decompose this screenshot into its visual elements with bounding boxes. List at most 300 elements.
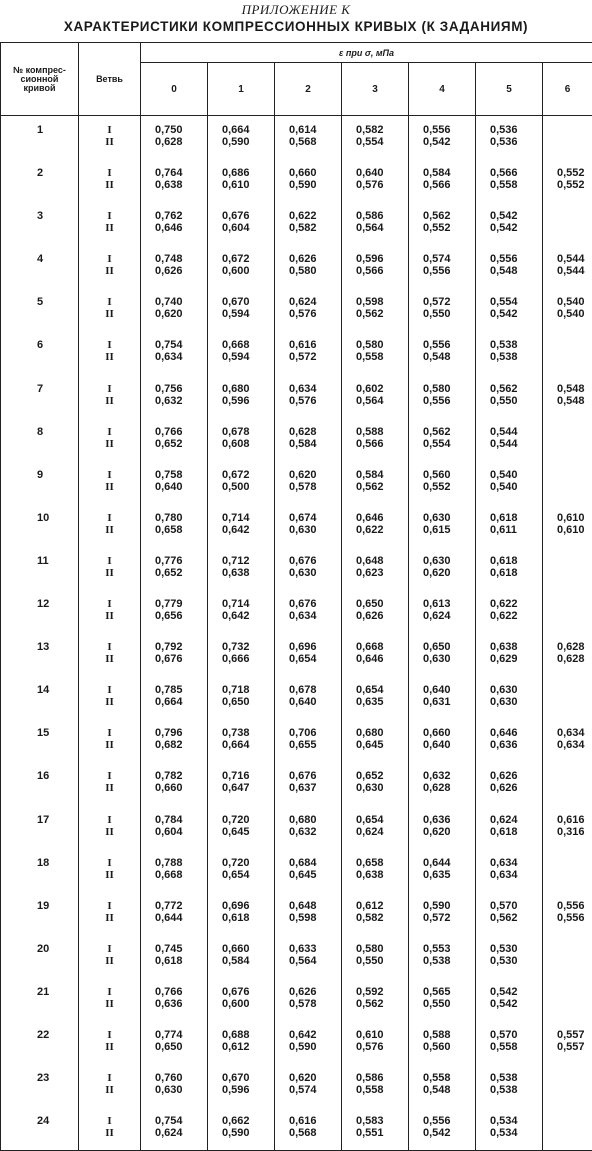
header-sigma-value: 1 [208, 63, 275, 116]
void-ratio-value: 0,586 [356, 210, 408, 222]
value-cell [543, 978, 592, 1021]
void-ratio-value: 0,554 [490, 296, 542, 308]
void-ratio-value [557, 567, 592, 579]
void-ratio-value: 0,682 [155, 739, 207, 751]
value-cell [275, 978, 342, 1021]
value-cell [208, 375, 275, 418]
document-title: ХАРАКТЕРИСТИКИ КОМПРЕССИОННЫХ КРИВЫХ (К ЗАДАНИЯМ) [0, 19, 592, 34]
void-ratio-value: 0,630 [155, 1084, 207, 1096]
branch-label: II [79, 912, 140, 924]
value-cell [208, 633, 275, 676]
branch-cell [79, 1021, 141, 1064]
void-ratio-value: 0,542 [490, 998, 542, 1010]
void-ratio-value: 0,566 [490, 167, 542, 179]
void-ratio-value: 0,562 [356, 998, 408, 1010]
void-ratio-value: 0,583 [356, 1115, 408, 1127]
void-ratio-value: 0,536 [490, 124, 542, 136]
void-ratio-value: 0,760 [155, 1072, 207, 1084]
value-cell [342, 719, 409, 762]
void-ratio-value: 0,640 [289, 696, 341, 708]
void-ratio-value [557, 684, 592, 696]
curve-number: 22 [37, 1029, 78, 1041]
void-ratio-value: 0,638 [356, 869, 408, 881]
value-cell [543, 762, 592, 805]
void-ratio-value: 0,630 [490, 684, 542, 696]
branch-label: II [79, 265, 140, 277]
value-cell [342, 806, 409, 849]
branch-label: I [79, 512, 140, 524]
value-cell [409, 806, 476, 849]
void-ratio-value: 0,622 [490, 598, 542, 610]
branch-label: I [79, 857, 140, 869]
void-ratio-value: 0,718 [222, 684, 274, 696]
void-ratio-value: 0,556 [557, 912, 592, 924]
void-ratio-value: 0,536 [490, 136, 542, 148]
value-cell [342, 590, 409, 633]
void-ratio-value [557, 998, 592, 1010]
value-cell [476, 978, 543, 1021]
void-ratio-value: 0,540 [557, 308, 592, 320]
void-ratio-value: 0,612 [356, 900, 408, 912]
void-ratio-value: 0,584 [222, 955, 274, 967]
void-ratio-value: 0,551 [356, 1127, 408, 1139]
branch-label: I [79, 814, 140, 826]
branch-label: II [79, 308, 140, 320]
void-ratio-value: 0,562 [490, 383, 542, 395]
value-cell [476, 1064, 543, 1107]
value-cell [275, 1107, 342, 1151]
void-ratio-value: 0,534 [490, 1115, 542, 1127]
void-ratio-value: 0,554 [356, 136, 408, 148]
void-ratio-value: 0,748 [155, 253, 207, 265]
header-sigma-value: 3 [342, 63, 409, 116]
void-ratio-value: 0,548 [423, 1084, 475, 1096]
void-ratio-value: 0,664 [222, 124, 274, 136]
void-ratio-value: 0,648 [289, 900, 341, 912]
void-ratio-value: 0,562 [356, 481, 408, 493]
value-cell [543, 892, 592, 935]
void-ratio-value: 0,576 [356, 1041, 408, 1053]
void-ratio-value: 0,616 [289, 339, 341, 351]
void-ratio-value: 0,634 [289, 610, 341, 622]
void-ratio-value: 0,645 [289, 869, 341, 881]
void-ratio-value: 0,542 [490, 986, 542, 998]
void-ratio-value: 0,558 [490, 1041, 542, 1053]
void-ratio-value: 0,564 [289, 955, 341, 967]
value-cell [208, 547, 275, 590]
branch-cell [79, 288, 141, 331]
curve-number: 20 [37, 943, 78, 955]
void-ratio-value: 0,676 [289, 770, 341, 782]
value-cell [476, 504, 543, 547]
value-cell [141, 762, 208, 805]
value-cell [543, 719, 592, 762]
void-ratio-value: 0,650 [356, 598, 408, 610]
branch-cell [79, 762, 141, 805]
void-ratio-value: 0,592 [356, 986, 408, 998]
branch-cell [79, 547, 141, 590]
branch-label: II [79, 395, 140, 407]
branch-label: II [79, 1084, 140, 1096]
curve-number: 21 [37, 986, 78, 998]
void-ratio-value [557, 857, 592, 869]
branch-cell [79, 935, 141, 978]
void-ratio-value: 0,652 [155, 567, 207, 579]
value-cell [141, 202, 208, 245]
header-sigma-value: 0 [141, 63, 208, 116]
void-ratio-value: 0,632 [423, 770, 475, 782]
void-ratio-value: 0,556 [490, 253, 542, 265]
branch-label: I [79, 296, 140, 308]
void-ratio-value: 0,596 [222, 1084, 274, 1096]
value-cell [141, 806, 208, 849]
curve-number-cell [1, 935, 79, 978]
void-ratio-value: 0,646 [356, 512, 408, 524]
value-cell [342, 1064, 409, 1107]
void-ratio-value: 0,654 [356, 814, 408, 826]
curve-number: 16 [37, 770, 78, 782]
void-ratio-value: 0,660 [222, 943, 274, 955]
void-ratio-value: 0,696 [289, 641, 341, 653]
void-ratio-value: 0,754 [155, 1115, 207, 1127]
value-cell [409, 504, 476, 547]
void-ratio-value: 0,638 [490, 641, 542, 653]
value-cell [342, 375, 409, 418]
value-cell [543, 418, 592, 461]
value-cell [543, 116, 592, 160]
void-ratio-value: 0,594 [222, 308, 274, 320]
value-cell [476, 935, 543, 978]
void-ratio-value: 0,732 [222, 641, 274, 653]
value-cell [141, 331, 208, 374]
void-ratio-value: 0,745 [155, 943, 207, 955]
value-cell [409, 461, 476, 504]
branch-cell [79, 1107, 141, 1151]
void-ratio-value: 0,764 [155, 167, 207, 179]
header-sigma-value: 5 [476, 63, 543, 116]
table-row [1, 331, 592, 374]
void-ratio-value: 0,544 [557, 253, 592, 265]
void-ratio-value [557, 469, 592, 481]
void-ratio-value: 0,558 [490, 179, 542, 191]
branch-label: I [79, 1029, 140, 1041]
value-cell [208, 590, 275, 633]
curve-number: 10 [37, 512, 78, 524]
branch-label: II [79, 524, 140, 536]
value-cell [275, 762, 342, 805]
value-cell [275, 202, 342, 245]
branch-cell [79, 202, 141, 245]
void-ratio-value: 0,588 [423, 1029, 475, 1041]
value-cell [141, 849, 208, 892]
void-ratio-value: 0,584 [423, 167, 475, 179]
void-ratio-value: 0,598 [356, 296, 408, 308]
table-row [1, 116, 592, 160]
branch-label: II [79, 826, 140, 838]
void-ratio-value: 0,596 [356, 253, 408, 265]
curve-number: 8 [37, 426, 78, 438]
header-curve-number-line: кривой [1, 84, 78, 93]
branch-cell [79, 331, 141, 374]
void-ratio-value: 0,647 [222, 782, 274, 794]
table-row [1, 547, 592, 590]
void-ratio-value: 0,638 [155, 179, 207, 191]
value-cell [275, 1064, 342, 1107]
value-cell [476, 892, 543, 935]
void-ratio-value: 0,626 [490, 770, 542, 782]
compression-curves-table [0, 42, 592, 1151]
void-ratio-value [557, 696, 592, 708]
value-cell [409, 1021, 476, 1064]
table-row [1, 159, 592, 202]
void-ratio-value: 0,562 [490, 912, 542, 924]
void-ratio-value: 0,758 [155, 469, 207, 481]
curve-number-cell [1, 418, 79, 461]
void-ratio-value: 0,740 [155, 296, 207, 308]
void-ratio-value: 0,544 [490, 438, 542, 450]
curve-number: 12 [37, 598, 78, 610]
void-ratio-value: 0,624 [155, 1127, 207, 1139]
value-cell [476, 1107, 543, 1151]
void-ratio-value: 0,624 [289, 296, 341, 308]
void-ratio-value: 0,668 [356, 641, 408, 653]
value-cell [543, 633, 592, 676]
value-cell [342, 1021, 409, 1064]
void-ratio-value: 0,652 [155, 438, 207, 450]
void-ratio-value: 0,660 [423, 727, 475, 739]
void-ratio-value [557, 943, 592, 955]
branch-label: II [79, 481, 140, 493]
void-ratio-value: 0,672 [222, 469, 274, 481]
branch-label: I [79, 253, 140, 265]
void-ratio-value [557, 1115, 592, 1127]
value-cell [543, 331, 592, 374]
value-cell [141, 375, 208, 418]
table-row [1, 461, 592, 504]
value-cell [208, 1064, 275, 1107]
branch-label: II [79, 179, 140, 191]
void-ratio-value: 0,550 [490, 395, 542, 407]
void-ratio-value: 0,785 [155, 684, 207, 696]
void-ratio-value: 0,600 [222, 998, 274, 1010]
value-cell [275, 633, 342, 676]
value-cell [342, 935, 409, 978]
void-ratio-value [557, 782, 592, 794]
value-cell [409, 116, 476, 160]
value-cell [476, 676, 543, 719]
value-cell [275, 935, 342, 978]
void-ratio-value: 0,634 [289, 383, 341, 395]
void-ratio-value: 0,624 [490, 814, 542, 826]
void-ratio-value: 0,629 [490, 653, 542, 665]
branch-label: I [79, 469, 140, 481]
value-cell [141, 590, 208, 633]
value-cell [543, 1064, 592, 1107]
void-ratio-value: 0,590 [289, 179, 341, 191]
branch-label: I [79, 727, 140, 739]
void-ratio-value: 0,738 [222, 727, 274, 739]
value-cell [275, 590, 342, 633]
curve-number: 18 [37, 857, 78, 869]
curve-number: 9 [37, 469, 78, 481]
void-ratio-value: 0,602 [356, 383, 408, 395]
void-ratio-value [557, 869, 592, 881]
value-cell [543, 547, 592, 590]
curve-number: 24 [37, 1115, 78, 1127]
value-cell [342, 978, 409, 1021]
branch-label: II [79, 739, 140, 751]
curve-number-cell [1, 547, 79, 590]
value-cell [409, 418, 476, 461]
value-cell [208, 418, 275, 461]
appendix-label: ПРИЛОЖЕНИЕ К [0, 2, 592, 18]
void-ratio-value: 0,610 [557, 524, 592, 536]
header-sigma-value: 4 [409, 63, 476, 116]
void-ratio-value: 0,570 [490, 1029, 542, 1041]
void-ratio-value: 0,616 [557, 814, 592, 826]
void-ratio-value: 0,558 [423, 1072, 475, 1084]
value-cell [476, 288, 543, 331]
void-ratio-value [557, 555, 592, 567]
void-ratio-value: 0,611 [490, 524, 542, 536]
void-ratio-value: 0,796 [155, 727, 207, 739]
void-ratio-value: 0,645 [222, 826, 274, 838]
void-ratio-value: 0,626 [356, 610, 408, 622]
void-ratio-value: 0,696 [222, 900, 274, 912]
void-ratio-value: 0,766 [155, 426, 207, 438]
value-cell [141, 116, 208, 160]
void-ratio-value: 0,548 [490, 265, 542, 277]
void-ratio-value: 0,572 [423, 912, 475, 924]
void-ratio-value: 0,660 [155, 782, 207, 794]
void-ratio-value: 0,608 [222, 438, 274, 450]
void-ratio-value: 0,638 [222, 567, 274, 579]
value-cell [342, 633, 409, 676]
void-ratio-value: 0,580 [289, 265, 341, 277]
branch-label: I [79, 943, 140, 955]
value-cell [208, 719, 275, 762]
value-cell [476, 116, 543, 160]
value-cell [409, 245, 476, 288]
curve-number-cell [1, 806, 79, 849]
value-cell [275, 676, 342, 719]
void-ratio-value: 0,622 [356, 524, 408, 536]
branch-label: I [79, 986, 140, 998]
void-ratio-value: 0,572 [289, 351, 341, 363]
value-cell [409, 935, 476, 978]
table-body [1, 116, 592, 1151]
header-curve-number-line: сионной [1, 75, 78, 84]
value-cell [141, 935, 208, 978]
void-ratio-value: 0,500 [222, 481, 274, 493]
void-ratio-value: 0,586 [356, 1072, 408, 1084]
void-ratio-value: 0,656 [155, 610, 207, 622]
void-ratio-value: 0,750 [155, 124, 207, 136]
value-cell [208, 892, 275, 935]
void-ratio-value: 0,623 [356, 567, 408, 579]
void-ratio-value: 0,634 [557, 739, 592, 751]
void-ratio-value [557, 955, 592, 967]
curve-number-cell [1, 331, 79, 374]
void-ratio-value [557, 1084, 592, 1096]
void-ratio-value: 0,544 [557, 265, 592, 277]
void-ratio-value: 0,550 [423, 998, 475, 1010]
value-cell [409, 590, 476, 633]
value-cell [409, 633, 476, 676]
branch-label: II [79, 782, 140, 794]
void-ratio-value: 0,556 [423, 124, 475, 136]
void-ratio-value: 0,578 [289, 998, 341, 1010]
branch-cell [79, 245, 141, 288]
void-ratio-value: 0,766 [155, 986, 207, 998]
branch-cell [79, 719, 141, 762]
void-ratio-value: 0,630 [423, 555, 475, 567]
value-cell [275, 892, 342, 935]
value-cell [208, 1107, 275, 1151]
value-cell [141, 676, 208, 719]
void-ratio-value: 0,556 [557, 900, 592, 912]
void-ratio-value: 0,618 [490, 555, 542, 567]
void-ratio-value: 0,566 [356, 438, 408, 450]
void-ratio-value: 0,676 [155, 653, 207, 665]
void-ratio-value: 0,538 [490, 1072, 542, 1084]
void-ratio-value: 0,720 [222, 814, 274, 826]
void-ratio-value: 0,780 [155, 512, 207, 524]
curve-number-cell [1, 116, 79, 160]
void-ratio-value: 0,652 [356, 770, 408, 782]
table-row [1, 806, 592, 849]
value-cell [208, 978, 275, 1021]
void-ratio-value: 0,576 [289, 308, 341, 320]
void-ratio-value: 0,620 [289, 1072, 341, 1084]
branch-label: I [79, 555, 140, 567]
value-cell [208, 116, 275, 160]
value-cell [208, 762, 275, 805]
void-ratio-value: 0,530 [490, 943, 542, 955]
curve-number-cell [1, 1107, 79, 1151]
value-cell [409, 288, 476, 331]
void-ratio-value: 0,604 [222, 222, 274, 234]
table-row [1, 1107, 592, 1151]
curve-number-cell [1, 676, 79, 719]
void-ratio-value: 0,584 [356, 469, 408, 481]
void-ratio-value: 0,642 [222, 524, 274, 536]
void-ratio-value: 0,564 [356, 222, 408, 234]
void-ratio-value: 0,582 [356, 124, 408, 136]
table-row [1, 1021, 592, 1064]
void-ratio-value: 0,596 [222, 395, 274, 407]
table-row [1, 504, 592, 547]
void-ratio-value: 0,590 [423, 900, 475, 912]
void-ratio-value: 0,584 [289, 438, 341, 450]
void-ratio-value: 0,676 [289, 598, 341, 610]
void-ratio-value: 0,633 [289, 943, 341, 955]
value-cell [342, 849, 409, 892]
table-row [1, 418, 592, 461]
void-ratio-value: 0,616 [289, 1115, 341, 1127]
void-ratio-value: 0,576 [356, 179, 408, 191]
value-cell [141, 461, 208, 504]
curve-number-cell [1, 245, 79, 288]
value-cell [208, 935, 275, 978]
void-ratio-value: 0,706 [289, 727, 341, 739]
value-cell [275, 719, 342, 762]
value-cell [141, 633, 208, 676]
void-ratio-value: 0,540 [490, 469, 542, 481]
void-ratio-value: 0,618 [490, 826, 542, 838]
void-ratio-value: 0,560 [423, 1041, 475, 1053]
value-cell [275, 504, 342, 547]
